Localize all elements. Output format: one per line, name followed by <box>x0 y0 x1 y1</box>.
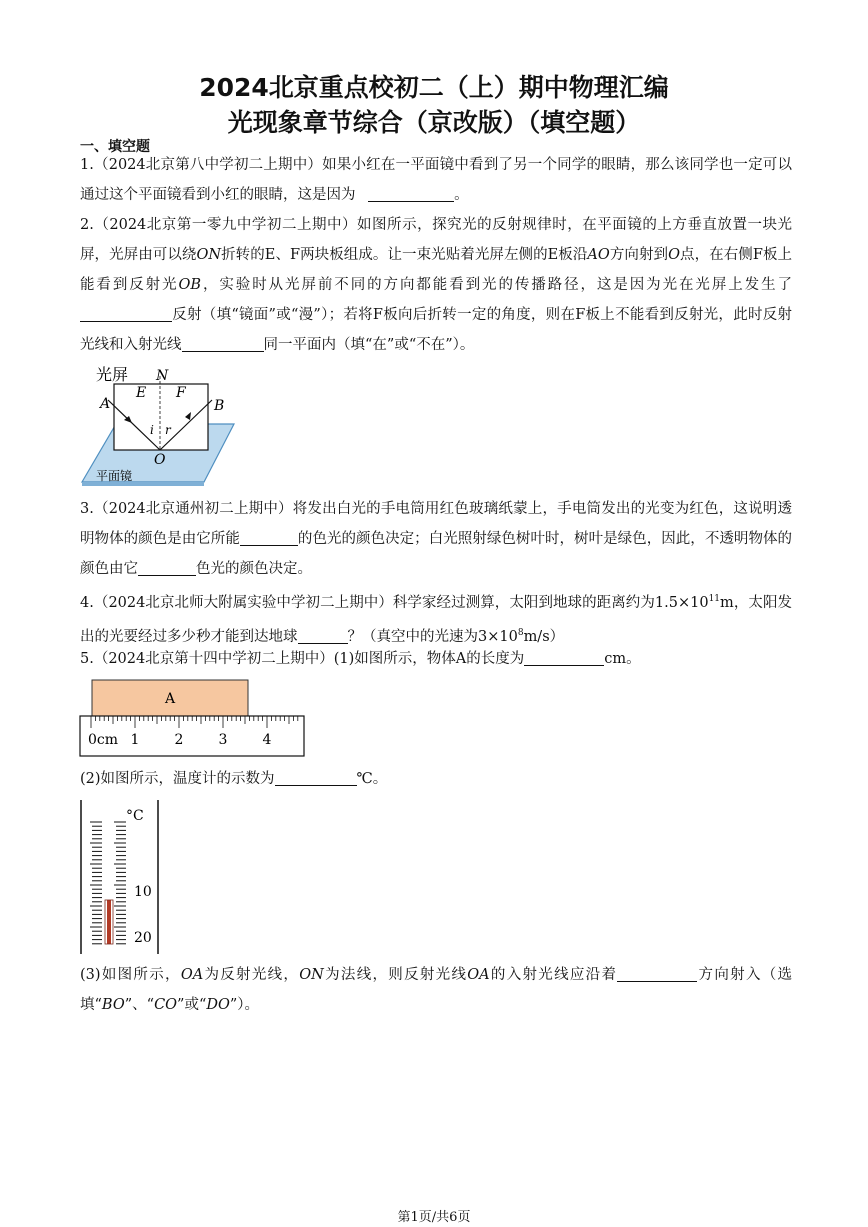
question-3 <box>80 494 792 584</box>
label-A: A <box>100 396 111 412</box>
q5-p3-text-d: 的入射光线应沿着 <box>489 967 618 983</box>
q1-end: 。 <box>454 187 469 203</box>
q2-ob: OB <box>178 277 202 293</box>
q4-text-c: ？（真空中的光速为 <box>347 628 478 645</box>
q3-text-c: 色光的颜色决定。 <box>196 561 312 577</box>
thermo-label-10: 10 <box>134 884 152 900</box>
q2-on: ON <box>196 247 222 263</box>
q3-text-b: 的色光的颜色决定；白光照射绿色树叶时，树叶是绿色，因此，不透明物体的颜色由它 <box>80 531 793 577</box>
q4-text-b: ，太阳发出的光要经过多少秒才能到达地球 <box>80 594 793 645</box>
q1-blank[interactable] <box>368 185 454 202</box>
q5-p3-end: ”）。 <box>229 997 260 1013</box>
q2-text-c: 方向射到 <box>609 247 669 263</box>
thermometer-figure <box>78 800 168 956</box>
q5-oa: OA <box>180 967 204 983</box>
question-5-part-2 <box>80 764 792 794</box>
label-B: B <box>214 398 225 414</box>
q2-ao: AO <box>587 247 610 263</box>
q2-text-e: ，实验时从光屏前不同的方向都能看到光的传播路径，这是因为光在光屏上发生了 <box>201 277 793 293</box>
q2-text-f: 反射（填“镜面”或“漫”）；若将F板向后折转一定的角度，则在F板上不能看到反射光，此时反射光线和入射光线 <box>80 307 792 353</box>
q5-p3-sep-1: ”、“ <box>124 997 155 1013</box>
q4-text-a: 4.（2024北京北师大附属实验中学初二上期中）科学家经过测算，太阳到地球的距离约为 <box>80 594 655 611</box>
question-5-part-3 <box>80 960 792 1020</box>
q5-blank-3[interactable] <box>617 965 697 982</box>
q5-oa-2: OA <box>467 967 490 983</box>
label-O: O <box>154 452 166 468</box>
page-footer: 第1页/共6页 <box>397 1210 471 1225</box>
ruler-figure <box>78 678 310 760</box>
q5-p3-text-c: 为法线，则反射光线 <box>323 967 468 983</box>
q3-blank-1[interactable] <box>240 529 298 546</box>
q5-p2-text-b: ℃。 <box>356 771 388 787</box>
q5-p3-text-e: 方向射入（选填“ <box>80 967 793 1013</box>
q4-text-d: ） <box>549 628 565 645</box>
q5-p3-text-b: 为反射光线， <box>203 967 300 983</box>
label-i: i <box>150 423 154 437</box>
q5-text-a: 5.（2024北京第十四中学初二上期中）(1)如图所示，物体A的长度为 <box>80 651 525 667</box>
label-F: F <box>176 385 186 401</box>
label-screen: 光屏 <box>96 365 129 384</box>
question-1 <box>80 150 792 210</box>
q4-speed: $3\times 10^8m/s$ <box>478 627 550 645</box>
question-2 <box>80 210 792 360</box>
q2-text-d: 点，在右侧F板上能看到反射光 <box>80 247 793 293</box>
label-mirror: 平面镜 <box>96 469 133 483</box>
ruler-unit-label: 0cm <box>88 732 119 748</box>
q5-do: DO <box>206 997 230 1013</box>
question-5-part-1 <box>80 644 792 674</box>
ruler-label-1: 1 <box>130 732 140 748</box>
q3-blank-2[interactable] <box>138 559 196 576</box>
q5-blank-2[interactable] <box>275 769 357 786</box>
q4-blank[interactable] <box>298 627 348 644</box>
q2-blank-1[interactable] <box>80 305 172 322</box>
q2-text-a: 2.（2024北京第一零九中学初二上期中）如图所示，探究光的反射规律时，在平面镜的上方垂直放置一块光屏，光屏由可以绕 <box>80 217 792 263</box>
label-r: r <box>165 423 171 437</box>
label-N: N <box>156 368 169 384</box>
q4-distance: $1.5\times 10^{11}m$ <box>654 594 734 611</box>
q5-blank-1[interactable] <box>524 649 604 666</box>
q5-text-b: cm。 <box>604 651 641 667</box>
object-A-label: A <box>164 691 176 707</box>
q5-on: ON <box>299 967 324 983</box>
ruler-label-2: 2 <box>174 732 184 748</box>
q5-bo: BO <box>101 997 125 1013</box>
q5-p2-text-a: (2)如图所示，温度计的示数为 <box>80 771 275 787</box>
page-subtitle: 光现象章节综合（京改版）（填空题） <box>227 108 641 137</box>
q1-text: 1.（2024北京第八中学初二上期中）如果小红在一平面镜中看到了另一个同学的眼睛，那么该同学也一定可以通过这个平面镜看到小红的眼睛，这是因为 <box>80 157 792 203</box>
question-4 <box>80 584 792 652</box>
ruler-label-4: 4 <box>262 732 272 748</box>
ruler-label-3: 3 <box>218 732 228 748</box>
section-heading: 一、填空题 <box>80 139 150 155</box>
mercury-column <box>107 900 111 944</box>
q2-o: O <box>668 247 680 263</box>
thermo-label-20: 20 <box>134 930 152 946</box>
q5-p3-sep-2: ”或“ <box>177 997 207 1013</box>
q2-text-g: 同一平面内（填“在”或“不在”）。 <box>263 337 475 353</box>
label-E: E <box>136 385 147 401</box>
reflection-diagram <box>78 364 238 486</box>
q5-p3-text-a: (3)如图所示， <box>80 967 181 983</box>
q3-text-a: 3.（2024北京通州初二上期中）将发出白光的手电筒用红色玻璃纸蒙上，手电筒发出的光变为红色，这说明透明物体的颜色是由它所能 <box>80 501 792 547</box>
thermo-unit-label: °C <box>126 808 144 824</box>
q2-text-b: 折转的E、F两块板组成。让一束光贴着光屏左侧的E板沿 <box>221 247 588 263</box>
page-title: 2024北京重点校初二（上）期中物理汇编 <box>199 73 669 102</box>
q5-co: CO <box>154 997 178 1013</box>
q2-blank-2[interactable] <box>182 335 264 352</box>
